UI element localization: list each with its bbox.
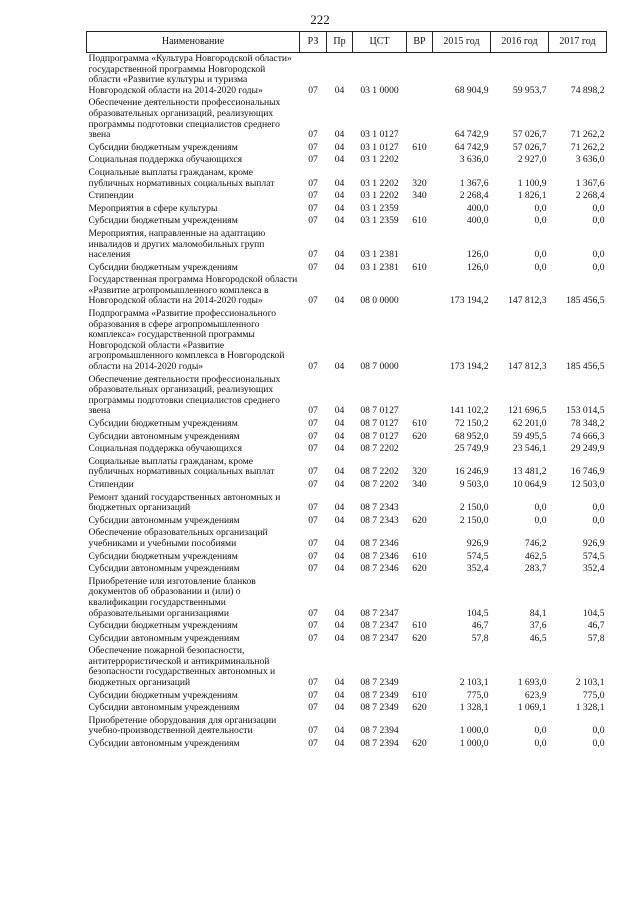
table-row	[87, 702, 607, 715]
cell-name: Субсидии бюджетным учреждениям	[88, 620, 238, 632]
cell-cst: 08 7 2346	[360, 563, 399, 575]
table-row	[87, 443, 607, 456]
cell-name: Стипендии	[88, 478, 134, 490]
cell-cst: 08 7 2347	[360, 620, 399, 632]
cell-2017: 0,0	[592, 249, 605, 261]
cell-2016: 746,2	[524, 537, 547, 549]
cell-2016: 2 927,0	[517, 154, 547, 166]
cell-2017: 185 456,5	[566, 295, 605, 307]
cell-2015: 141 102,2	[450, 405, 489, 417]
cell-2015: 400,0	[466, 215, 489, 227]
table-row	[87, 142, 607, 155]
table-row	[87, 274, 607, 308]
cell-2015: 400,0	[466, 202, 489, 214]
cell-vr: 340	[412, 190, 427, 202]
cell-pr: 04	[334, 620, 345, 632]
cell-cst: 08 7 2202	[360, 443, 399, 455]
cell-pr: 04	[334, 514, 345, 526]
cell-2017: 775,0	[582, 689, 605, 701]
cell-name: Обеспечение деятельности профессиональных образовательных организаций, реализующих программы подготовки специалистов среднего звена	[88, 373, 281, 417]
cell-rz: 07	[308, 129, 318, 141]
cell-2015: 352,4	[466, 563, 489, 575]
cell-vr: 320	[412, 177, 427, 189]
cell-2016: 1 100,9	[517, 177, 547, 189]
cell-cst: 03 1 2359	[360, 202, 399, 214]
cell-2016: 1 693,0	[517, 677, 547, 689]
cell-2015: 57,8	[471, 632, 489, 644]
cell-cst: 08 7 2346	[360, 537, 399, 549]
table-row	[87, 515, 607, 528]
table-row	[87, 576, 607, 620]
cell-pr: 04	[334, 702, 345, 714]
cell-rz: 07	[308, 677, 318, 689]
cell-2016: 147 812,3	[508, 295, 547, 307]
cell-pr: 04	[334, 550, 345, 562]
cell-rz: 07	[308, 689, 318, 701]
cell-2016: 0,0	[534, 725, 547, 737]
cell-rz: 07	[308, 154, 318, 166]
table-row	[87, 203, 607, 216]
cell-2016: 147 812,3	[508, 361, 547, 373]
cell-pr: 04	[334, 141, 345, 153]
cell-rz: 07	[308, 738, 318, 750]
cell-2016: 283,7	[524, 563, 547, 575]
cell-2016: 59 953,7	[512, 84, 547, 96]
table-row	[87, 228, 607, 262]
cell-2017: 352,4	[582, 563, 605, 575]
cell-2015: 126,0	[466, 261, 489, 273]
cell-2016: 57 026,7	[512, 129, 547, 141]
cell-name: Субсидии бюджетным учреждениям	[88, 689, 238, 701]
cell-2015: 2 150,0	[459, 502, 489, 514]
cell-2017: 1 367,6	[575, 177, 605, 189]
cell-cst: 08 7 2346	[360, 550, 399, 562]
cell-2015: 46,7	[471, 620, 489, 632]
cell-2015: 173 194,2	[450, 295, 489, 307]
cell-pr: 04	[334, 563, 345, 575]
cell-2017: 0,0	[592, 725, 605, 737]
cell-2015: 68 952,0	[454, 430, 489, 442]
cell-vr: 620	[412, 738, 427, 750]
cell-vr	[407, 374, 433, 418]
cell-2017: 71 262,2	[570, 141, 605, 153]
cell-cst: 08 7 2394	[360, 725, 399, 737]
cell-vr: 620	[412, 702, 427, 714]
cell-vr	[407, 443, 433, 456]
table-header-row	[87, 32, 607, 53]
cell-name: Субсидии бюджетным учреждениям	[88, 550, 238, 562]
cell-vr: 610	[412, 620, 427, 632]
cell-rz: 07	[308, 620, 318, 632]
header-vr: ВР	[407, 32, 433, 53]
cell-cst: 08 7 2202	[360, 466, 399, 478]
cell-pr: 04	[334, 154, 345, 166]
cell-2015: 1 328,1	[459, 702, 489, 714]
cell-rz: 07	[308, 514, 318, 526]
cell-vr: 610	[412, 418, 427, 429]
cell-2016: 0,0	[534, 514, 547, 526]
cell-2017: 0,0	[592, 514, 605, 526]
cell-name: Обеспечение образовательных организаций учебниками и учебными пособиями	[88, 527, 268, 549]
cell-pr: 04	[334, 430, 345, 442]
cell-rz: 07	[308, 466, 318, 478]
header-2016: 2016 год	[491, 32, 549, 53]
cell-2015: 2 150,0	[459, 514, 489, 526]
cell-vr: 610	[412, 261, 427, 273]
cell-name: Социальные выплаты гражданам, кроме публичных нормативных социальных выплат	[88, 166, 275, 189]
cell-cst: 03 1 2202	[360, 154, 399, 166]
cell-2016: 1 826,1	[517, 190, 547, 202]
cell-cst: 08 7 0127	[360, 405, 399, 417]
cell-pr: 04	[334, 202, 345, 214]
cell-2016: 0,0	[534, 738, 547, 750]
cell-2017: 29 249,9	[570, 443, 605, 455]
table-row	[87, 431, 607, 444]
cell-rz: 07	[308, 405, 318, 417]
budget-table	[86, 31, 607, 751]
cell-pr: 04	[334, 84, 345, 96]
cell-2017: 71 262,2	[570, 129, 605, 141]
cell-2015: 3 636,0	[459, 154, 489, 166]
cell-2017: 2 103,1	[575, 677, 605, 689]
cell-vr: 610	[412, 215, 427, 227]
cell-2017: 153 014,5	[566, 405, 605, 417]
cell-2016: 59 495,5	[512, 430, 547, 442]
cell-vr	[407, 715, 433, 738]
cell-name: Субсидии бюджетным учреждениям	[88, 418, 238, 429]
cell-cst: 08 7 2347	[360, 607, 399, 619]
cell-2017: 926,9	[582, 537, 605, 549]
cell-name: Обеспечение деятельности профессиональных образовательных организаций, реализующих программы подготовки специалистов среднего звена	[88, 97, 281, 141]
cell-2016: 46,5	[529, 632, 547, 644]
cell-2016: 0,0	[534, 215, 547, 227]
cell-cst: 08 7 2202	[360, 478, 399, 490]
table-row	[87, 97, 607, 141]
cell-name: Стипендии	[88, 190, 134, 202]
cell-2016: 84,1	[529, 607, 547, 619]
cell-2015: 775,0	[466, 689, 489, 701]
cell-pr: 04	[334, 249, 345, 261]
table-row	[87, 620, 607, 633]
cell-rz: 07	[308, 361, 318, 373]
table-row	[87, 715, 607, 738]
cell-cst: 03 1 0127	[360, 129, 399, 141]
cell-name: Государственная программа Новгородской области «Развитие агропромышленного комплекса в Новгородской области на 2014-2020 годы»	[88, 274, 298, 307]
cell-rz: 07	[308, 563, 318, 575]
cell-2015: 1 367,6	[459, 177, 489, 189]
table-row	[87, 456, 607, 479]
cell-2017: 0,0	[592, 202, 605, 214]
cell-2015: 16 246,9	[454, 466, 489, 478]
cell-cst: 08 7 0000	[360, 361, 399, 373]
cell-cst: 03 1 2202	[360, 190, 399, 202]
cell-vr: 610	[412, 550, 427, 562]
cell-2017: 0,0	[592, 261, 605, 273]
header-2017: 2017 год	[549, 32, 607, 53]
table-row	[87, 262, 607, 275]
table-row	[87, 738, 607, 751]
cell-pr: 04	[334, 418, 345, 429]
cell-name: Мероприятия, направленные на адаптацию инвалидов и других маломобильных групп населения	[88, 227, 266, 261]
cell-2015: 126,0	[466, 249, 489, 261]
cell-2017: 3 636,0	[575, 154, 605, 166]
cell-rz: 07	[308, 249, 318, 261]
cell-rz: 07	[308, 261, 318, 273]
cell-cst: 08 7 2349	[360, 677, 399, 689]
cell-name: Обеспечение пожарной безопасности, антитеррористической и антикриминальной безопасности государственных автономных и бюджетных организаций	[88, 645, 276, 689]
cell-name: Мероприятия в сфере культуры	[88, 202, 218, 214]
cell-vr	[407, 308, 433, 374]
cell-2016: 0,0	[534, 249, 547, 261]
cell-2015: 104,5	[466, 607, 489, 619]
table-row	[87, 190, 607, 203]
cell-vr	[407, 203, 433, 216]
cell-cst: 03 1 2202	[360, 177, 399, 189]
cell-2017: 12 503,0	[570, 478, 605, 490]
cell-rz: 07	[308, 202, 318, 214]
cell-2016: 1 069,1	[517, 702, 547, 714]
cell-pr: 04	[334, 295, 345, 307]
cell-2015: 64 742,9	[454, 129, 489, 141]
cell-rz: 07	[308, 295, 318, 307]
cell-2015: 2 103,1	[459, 677, 489, 689]
cell-name: Субсидии автономным учреждениям	[88, 563, 240, 575]
table-row	[87, 374, 607, 418]
cell-cst: 08 7 0127	[360, 418, 399, 429]
cell-name: Ремонт зданий государственных автономных и бюджетных организаций	[88, 491, 281, 514]
cell-vr: 620	[412, 632, 427, 644]
table-row	[87, 418, 607, 431]
cell-vr: 610	[412, 689, 427, 701]
cell-cst: 08 7 2347	[360, 632, 399, 644]
cell-2015: 574,5	[466, 550, 489, 562]
cell-vr: 620	[412, 514, 427, 526]
cell-vr	[407, 527, 433, 550]
cell-pr: 04	[334, 129, 345, 141]
cell-2017: 0,0	[592, 502, 605, 514]
table-row	[87, 527, 607, 550]
cell-cst: 03 1 2359	[360, 215, 399, 227]
cell-2017: 2 268,4	[575, 190, 605, 202]
cell-vr	[407, 576, 433, 620]
cell-pr: 04	[334, 689, 345, 701]
table-row	[87, 633, 607, 646]
cell-vr	[407, 274, 433, 308]
cell-pr: 04	[334, 466, 345, 478]
cell-rz: 07	[308, 418, 318, 429]
cell-pr: 04	[334, 537, 345, 549]
cell-pr: 04	[334, 738, 345, 750]
header-pr: Пр	[327, 32, 353, 53]
cell-2017: 57,8	[587, 632, 605, 644]
cell-vr	[407, 645, 433, 689]
table-row	[87, 690, 607, 703]
cell-2015: 25 749,9	[454, 443, 489, 455]
cell-cst: 08 7 2349	[360, 689, 399, 701]
cell-cst: 08 7 0127	[360, 430, 399, 442]
cell-name: Приобретение оборудования для организации учебно-производственной деятельности	[88, 714, 277, 737]
cell-vr	[407, 492, 433, 515]
cell-name: Субсидии автономным учреждениям	[88, 632, 240, 644]
cell-rz: 07	[308, 632, 318, 644]
cell-name: Социальная поддержка обучающихся	[88, 154, 243, 166]
cell-2016: 13 481,2	[512, 466, 547, 478]
cell-2015: 926,9	[466, 537, 489, 549]
cell-rz: 07	[308, 177, 318, 189]
cell-pr: 04	[334, 190, 345, 202]
cell-pr: 04	[334, 478, 345, 490]
cell-vr	[407, 53, 433, 98]
cell-cst: 03 1 0000	[360, 84, 399, 96]
cell-pr: 04	[334, 725, 345, 737]
table-row	[87, 154, 607, 167]
table-row	[87, 53, 607, 98]
cell-2016: 10 064,9	[512, 478, 547, 490]
cell-rz: 07	[308, 550, 318, 562]
cell-rz: 07	[308, 84, 318, 96]
cell-2016: 0,0	[534, 261, 547, 273]
cell-name: Субсидии бюджетным учреждениям	[88, 141, 238, 153]
cell-cst: 03 1 2381	[360, 261, 399, 273]
table-row	[87, 563, 607, 576]
cell-name: Социальные выплаты гражданам, кроме публичных нормативных социальных выплат	[88, 455, 275, 478]
cell-pr: 04	[334, 177, 345, 189]
cell-2017: 78 348,2	[570, 418, 605, 429]
cell-pr: 04	[334, 607, 345, 619]
cell-2015: 64 742,9	[454, 141, 489, 153]
cell-2016: 23 546,1	[512, 443, 547, 455]
cell-cst: 03 1 2381	[360, 249, 399, 261]
table-row	[87, 479, 607, 492]
cell-pr: 04	[334, 405, 345, 417]
header-rz: РЗ	[300, 32, 327, 53]
cell-vr: 340	[412, 478, 427, 490]
table-row	[87, 645, 607, 689]
header-cst: ЦСТ	[353, 32, 407, 53]
header-2015: 2015 год	[433, 32, 491, 53]
cell-rz: 07	[308, 725, 318, 737]
cell-2016: 623,9	[524, 689, 547, 701]
cell-2016: 121 696,5	[508, 405, 547, 417]
table-row	[87, 308, 607, 374]
cell-name: Приобретение или изготовление бланков документов об образовании и (или) о квалификации государственными образовательными организациями	[88, 575, 256, 619]
cell-vr: 620	[412, 563, 427, 575]
table-body	[87, 53, 607, 751]
cell-2015: 173 194,2	[450, 361, 489, 373]
cell-cst: 03 1 0127	[360, 141, 399, 153]
cell-2016: 62 201,0	[512, 418, 547, 429]
cell-rz: 07	[308, 537, 318, 549]
cell-rz: 07	[308, 430, 318, 442]
cell-2015: 1 000,0	[459, 738, 489, 750]
cell-cst: 08 7 2394	[360, 738, 399, 750]
cell-2017: 1 328,1	[575, 702, 605, 714]
cell-2017: 574,5	[582, 550, 605, 562]
cell-vr: 610	[412, 141, 427, 153]
cell-pr: 04	[334, 215, 345, 227]
cell-2015: 9 503,0	[459, 478, 489, 490]
cell-rz: 07	[308, 443, 318, 455]
cell-2017: 0,0	[592, 215, 605, 227]
cell-2015: 68 904,9	[454, 84, 489, 96]
cell-pr: 04	[334, 677, 345, 689]
cell-2017: 104,5	[582, 607, 605, 619]
header-name: Наименование	[87, 32, 300, 53]
cell-2015: 1 000,0	[459, 725, 489, 737]
cell-pr: 04	[334, 443, 345, 455]
cell-2017: 74 898,2	[570, 84, 605, 96]
cell-cst: 08 7 2343	[360, 514, 399, 526]
cell-name: Субсидии автономным учреждениям	[88, 430, 240, 442]
cell-vr	[407, 97, 433, 141]
cell-name: Подпрограмма «Развитие профессионального образования в сфере агропромышленного комплекса» государственной программы Новгородской области «Развитие агропромышленного комплекса в Новгородской области на 2014-2020 годы»	[88, 308, 285, 373]
cell-rz: 07	[308, 141, 318, 153]
cell-cst: 08 0 0000	[360, 295, 399, 307]
cell-2015: 72 150,2	[454, 418, 489, 429]
cell-name: Субсидии автономным учреждениям	[88, 514, 240, 526]
cell-pr: 04	[334, 261, 345, 273]
cell-2017: 74 666,3	[570, 430, 605, 442]
cell-vr: 620	[412, 430, 427, 442]
cell-name: Субсидии автономным учреждениям	[88, 738, 240, 750]
cell-name: Субсидии бюджетным учреждениям	[88, 261, 238, 273]
cell-vr	[407, 154, 433, 167]
cell-rz: 07	[308, 215, 318, 227]
cell-2016: 0,0	[534, 502, 547, 514]
cell-cst: 08 7 2343	[360, 502, 399, 514]
cell-vr	[407, 228, 433, 262]
cell-2017: 46,7	[587, 620, 605, 632]
page-number: 222	[310, 12, 330, 27]
cell-2016: 57 026,7	[512, 141, 547, 153]
cell-2016: 37,6	[529, 620, 547, 632]
cell-pr: 04	[334, 502, 345, 514]
cell-rz: 07	[308, 478, 318, 490]
table-row	[87, 215, 607, 228]
table-row	[87, 492, 607, 515]
table-row	[87, 167, 607, 190]
cell-vr: 320	[412, 466, 427, 478]
cell-2017: 185 456,5	[566, 361, 605, 373]
cell-rz: 07	[308, 702, 318, 714]
cell-name: Субсидии бюджетным учреждениям	[88, 215, 238, 227]
cell-pr: 04	[334, 632, 345, 644]
cell-rz: 07	[308, 607, 318, 619]
cell-rz: 07	[308, 190, 318, 202]
cell-2017: 16 746,9	[570, 466, 605, 478]
cell-2015: 2 268,4	[459, 190, 489, 202]
cell-pr: 04	[334, 361, 345, 373]
cell-2016: 462,5	[524, 550, 547, 562]
cell-name: Социальная поддержка обучающихся	[88, 443, 243, 455]
cell-2017: 0,0	[592, 738, 605, 750]
table-row	[87, 551, 607, 564]
cell-cst: 08 7 2349	[360, 702, 399, 714]
cell-name: Субсидии автономным учреждениям	[88, 702, 240, 714]
cell-2016: 0,0	[534, 202, 547, 214]
cell-name: Подпрограмма «Культура Новгородской области» государственной программы Новгородской области «Развитие культуры и туризма Новгородской области на 2014-2020 годы»	[88, 53, 292, 96]
cell-rz: 07	[308, 502, 318, 514]
